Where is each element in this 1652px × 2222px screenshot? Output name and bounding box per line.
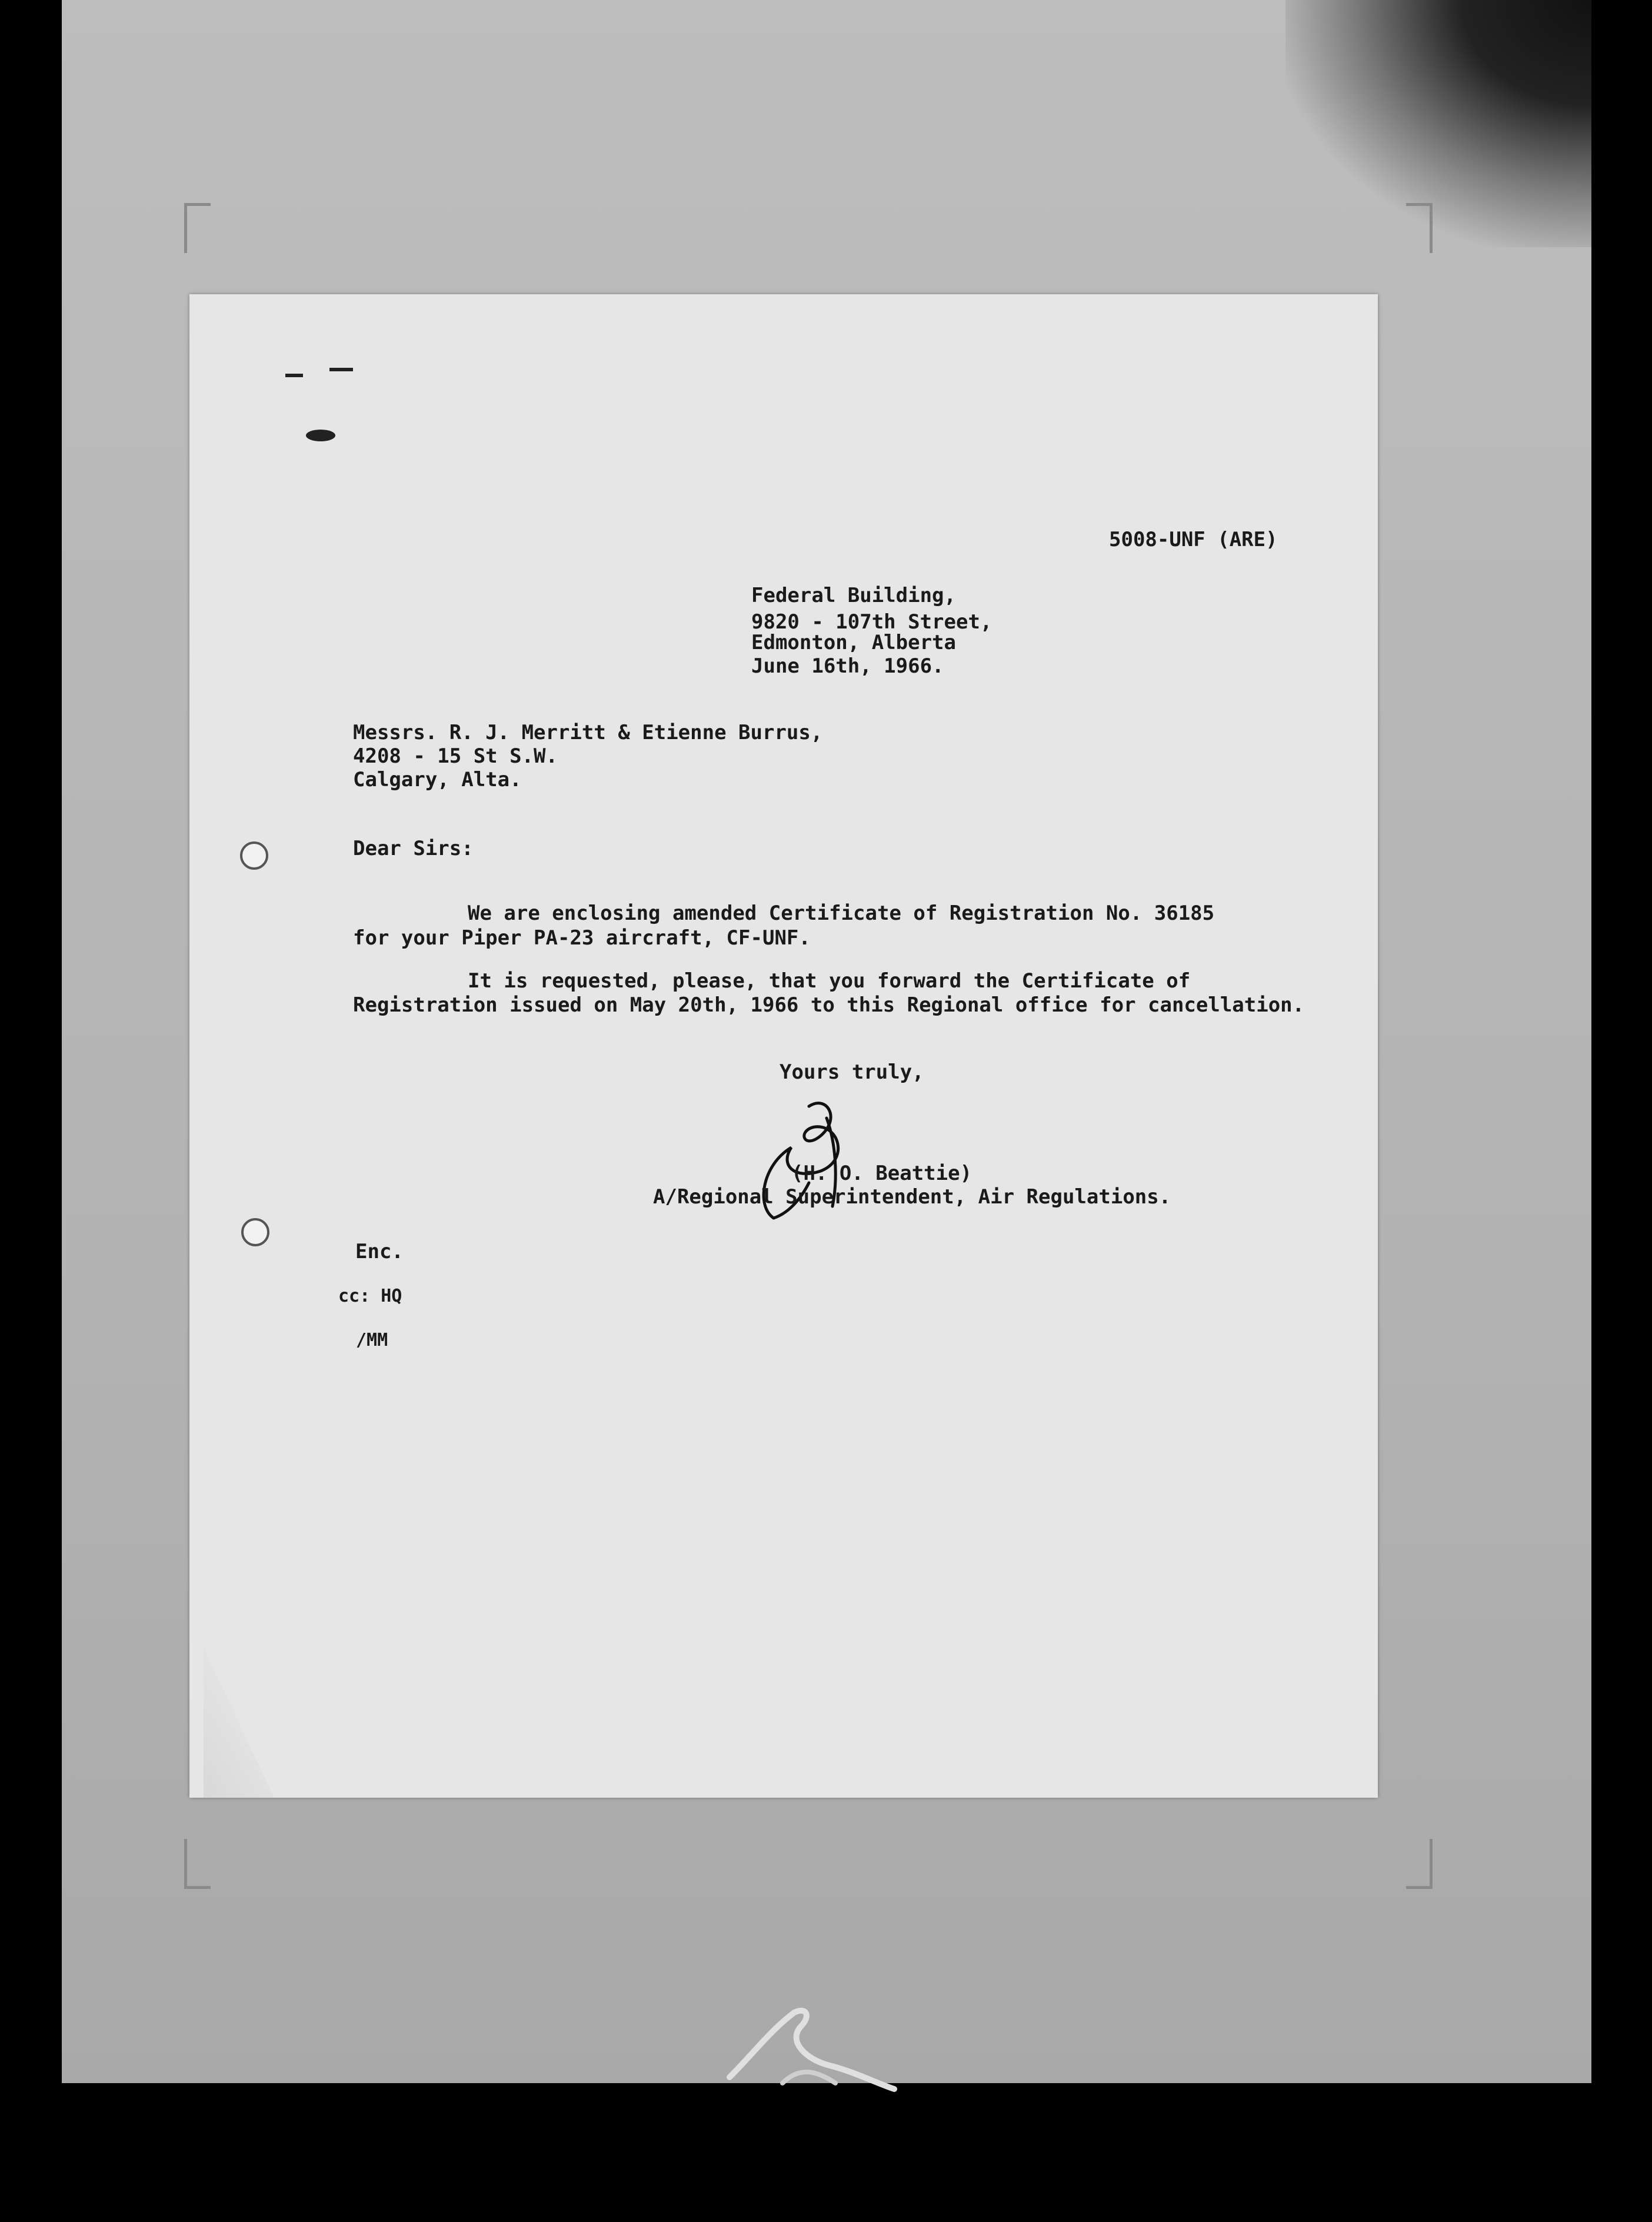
signatory-title: A/Regional Superintendent, Air Regulations. bbox=[653, 1185, 1171, 1209]
letter-sheet bbox=[189, 294, 1378, 1798]
body-line: We are enclosing amended Certificate of Registration No. 36185 bbox=[468, 902, 1215, 925]
crop-mark-top-left bbox=[184, 203, 211, 253]
crop-mark-bottom-right bbox=[1406, 1839, 1433, 1889]
file-reference: 5008-UNF (ARE) bbox=[1109, 528, 1278, 551]
copy-note: cc: HQ bbox=[338, 1286, 402, 1306]
signatory-name: (H. O. Beattie) bbox=[791, 1162, 972, 1185]
smudge bbox=[285, 374, 303, 377]
recipient-line: Calgary, Alta. bbox=[353, 768, 522, 791]
crop-mark-top-right bbox=[1406, 203, 1433, 253]
closing: Yours truly, bbox=[780, 1060, 924, 1084]
smudge bbox=[306, 430, 335, 441]
recipient-line: Messrs. R. J. Merritt & Etienne Burrus, bbox=[353, 721, 823, 744]
body-line: It is requested, please, that you forward the Certificate of bbox=[468, 969, 1191, 993]
salutation: Dear Sirs: bbox=[353, 837, 474, 860]
address-line: Federal Building, bbox=[751, 584, 956, 607]
punch-hole-top bbox=[240, 841, 268, 870]
recipient-line: 4208 - 15 St S.W. bbox=[353, 744, 558, 768]
enclosure-note: Enc. bbox=[355, 1240, 404, 1263]
typist-initials: /MM bbox=[356, 1330, 388, 1351]
smudge bbox=[329, 368, 353, 371]
body-line: for your Piper PA-23 aircraft, CF-UNF. bbox=[353, 926, 811, 950]
crop-mark-bottom-left bbox=[184, 1839, 211, 1889]
body-line: Registration issued on May 20th, 1966 to this Regional office for cancellation. bbox=[353, 993, 1305, 1017]
address-line: Edmonton, Alberta bbox=[751, 631, 956, 654]
address-line: 9820 - 107th Street, bbox=[751, 610, 992, 634]
letter-date: June 16th, 1966. bbox=[751, 654, 944, 678]
punch-hole-bottom bbox=[241, 1218, 269, 1246]
scan-shadow bbox=[1285, 0, 1591, 247]
film-damage-mark bbox=[718, 1995, 906, 2095]
